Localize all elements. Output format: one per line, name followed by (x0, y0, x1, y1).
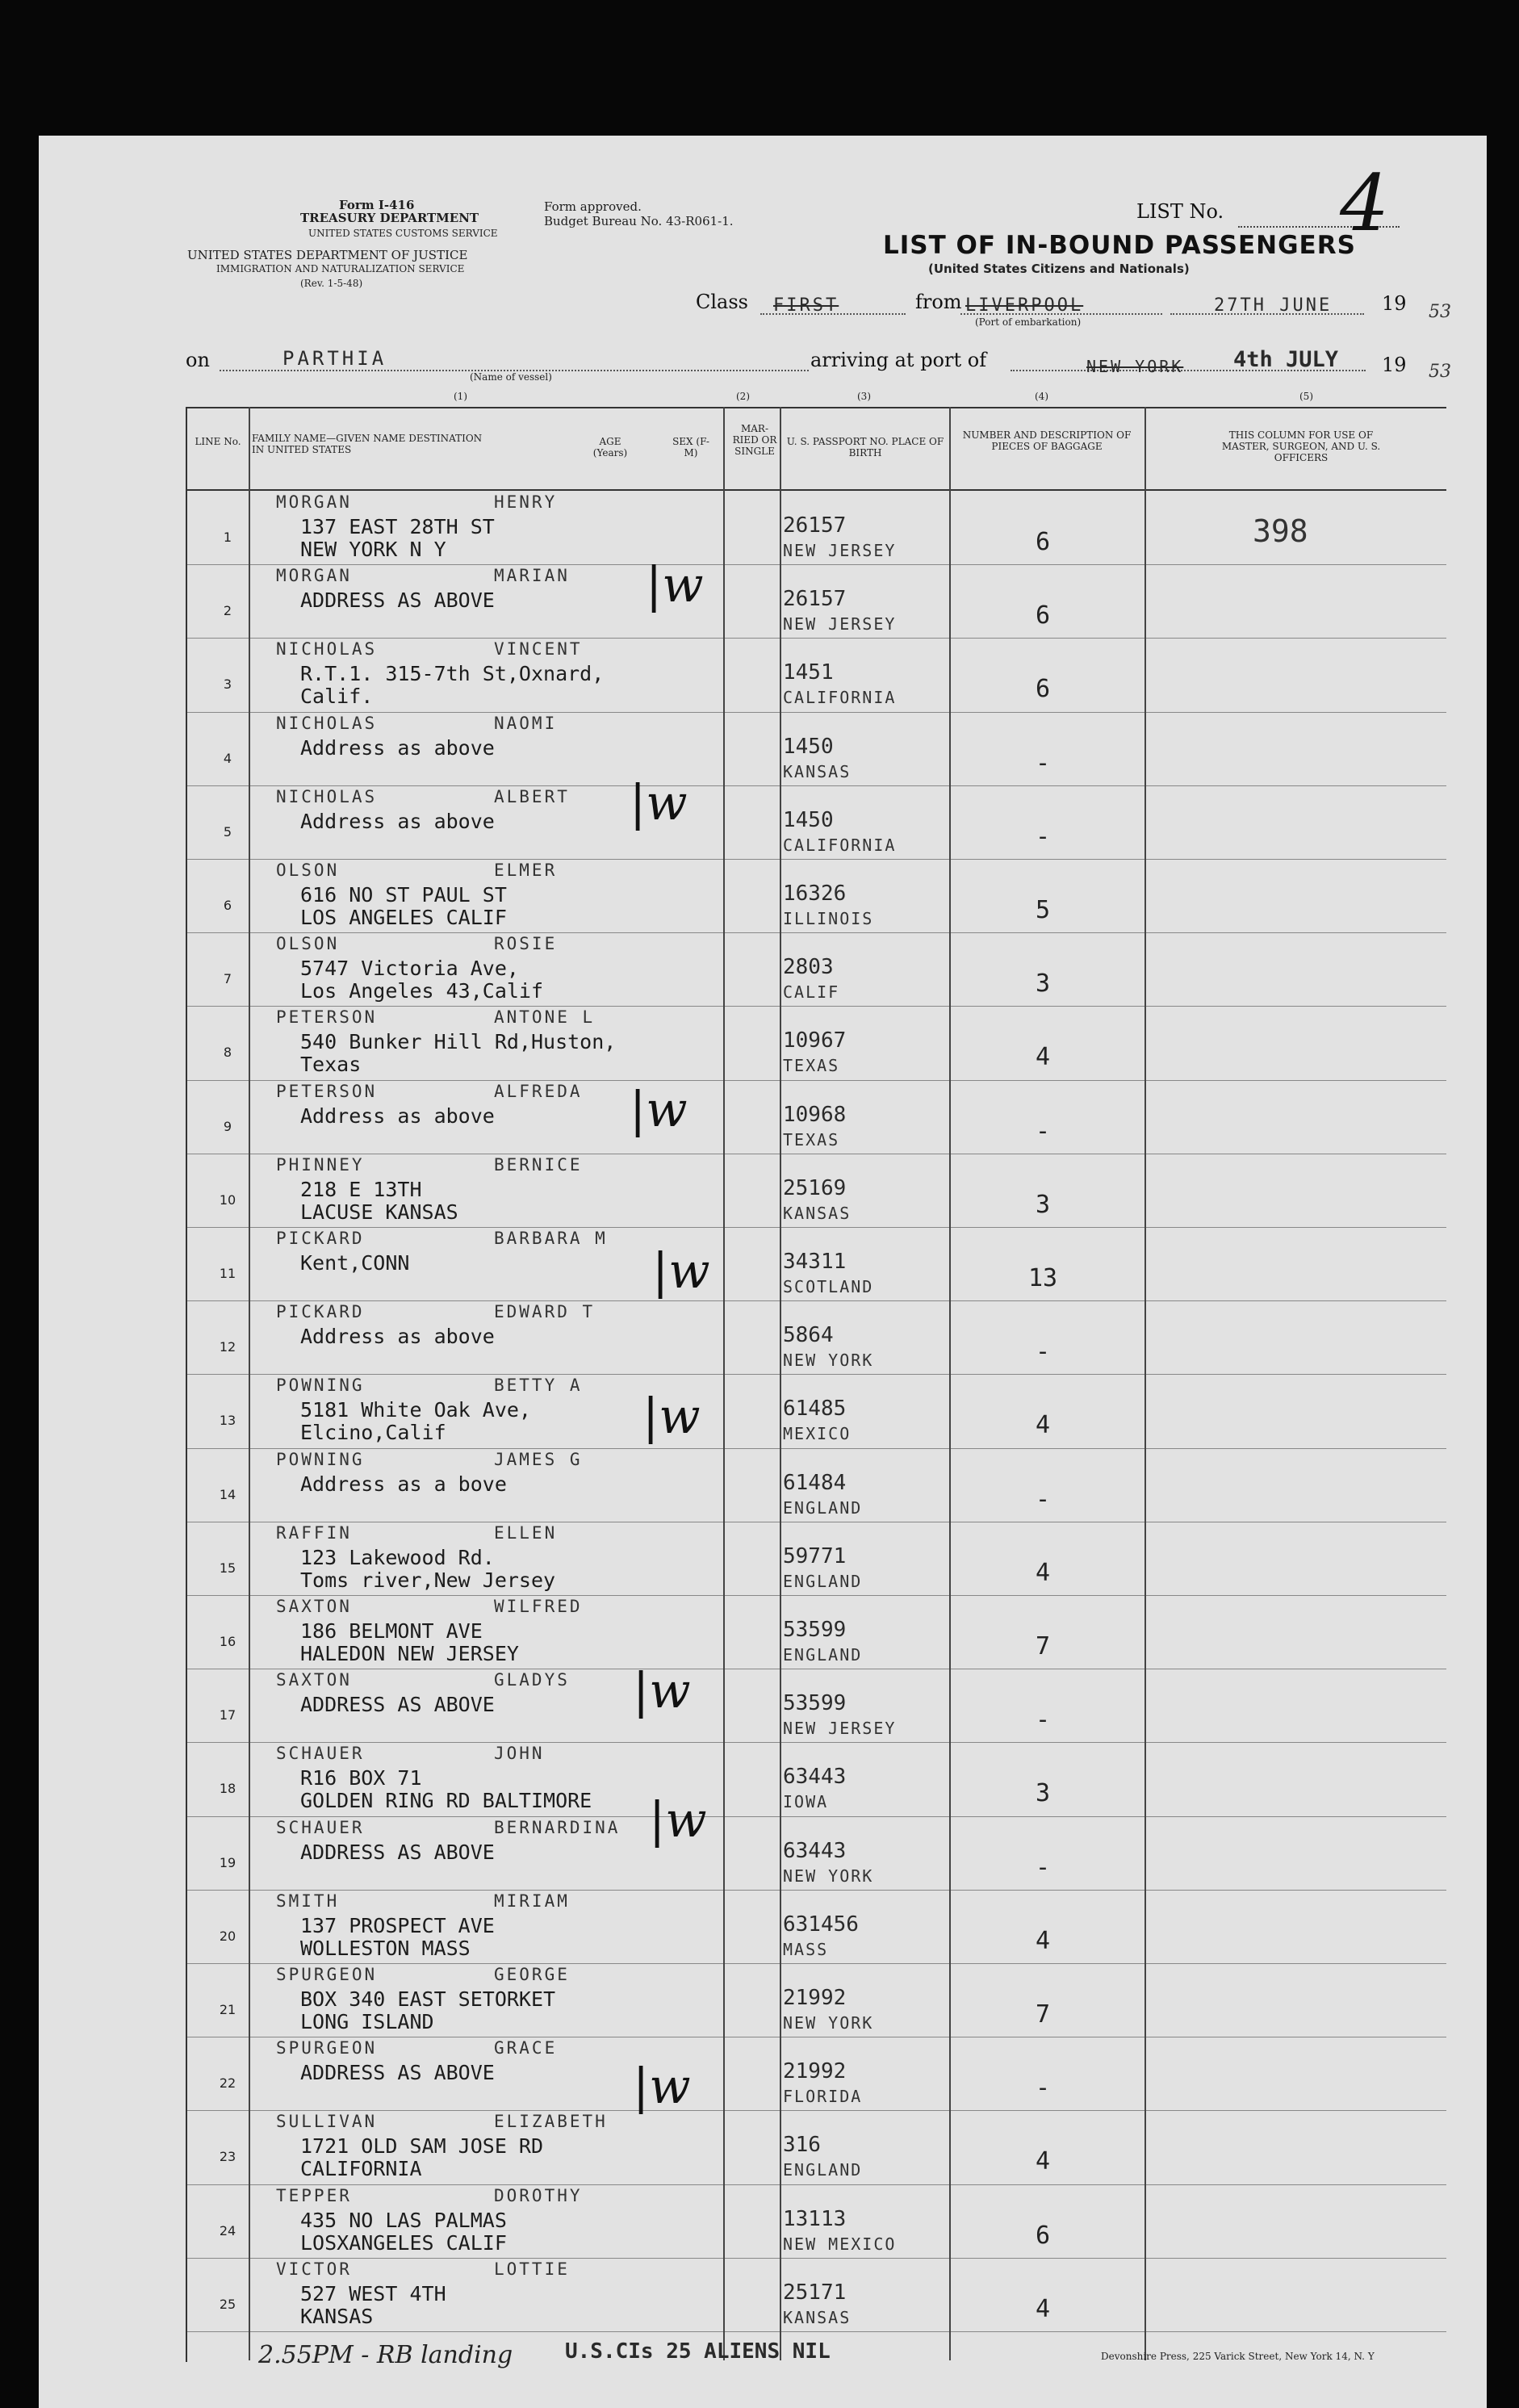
line-number: 13 (219, 1413, 236, 1429)
ins-service: IMMIGRATION AND NATURALIZATION SERVICE (216, 263, 465, 274)
passport-number: 13113 (783, 2206, 847, 2231)
place-of-birth: IOWA (783, 1792, 829, 1812)
given-name: GRACE (494, 2038, 558, 2058)
line-number: 24 (219, 2222, 236, 2238)
address-line-2: GOLDEN RING RD BALTIMORE (300, 1789, 592, 1813)
place-of-birth: KANSAS (783, 761, 852, 781)
col-divider (249, 407, 250, 2360)
passport-number: 26157 (783, 513, 847, 538)
address-line-2: KANSAS (300, 2304, 374, 2328)
depart-date: 27TH JUNE (1214, 295, 1333, 316)
address-line-1: 540 Bunker Hill Rd,Huston, (300, 1030, 617, 1054)
address-line-1: 5181 White Oak Ave, (300, 1398, 531, 1422)
place-of-birth: CALIF (783, 982, 840, 1003)
address-line-1: 5747 Victoria Ave, (300, 957, 519, 981)
baggage-count: 6 (1035, 2221, 1051, 2250)
page-title: LIST OF IN-BOUND PASSENGERS (883, 231, 1356, 260)
baggage-count: 3 (1035, 969, 1051, 999)
table-row (187, 712, 1446, 786)
given-name: BETTY A (494, 1376, 583, 1396)
line-number: 23 (219, 2149, 236, 2165)
given-name: JAMES G (494, 1449, 583, 1469)
address-line-1: BOX 340 EAST SETORKET (300, 1987, 556, 2011)
baggage-count: 4 (1035, 2147, 1051, 2176)
baggage-count: 4 (1035, 1411, 1051, 1440)
table-row (187, 1890, 1446, 1964)
line-number: 21 (219, 2002, 236, 2017)
passport-number: 2803 (783, 955, 834, 980)
given-name: ALFREDA (494, 1081, 583, 1101)
table-row (187, 1963, 1446, 2037)
line-number: 25 (219, 2296, 236, 2312)
passport-number: 1450 (783, 734, 834, 759)
address-line-1: R.T.1. 315-7th St,Oxnard, (300, 662, 605, 686)
passport-number: 16326 (783, 882, 847, 906)
place-of-birth: ENGLAND (783, 1497, 863, 1518)
family-name: PICKARD (276, 1229, 365, 1248)
table-row (187, 2037, 1446, 2111)
list-no-label: LIST No. (1136, 200, 1224, 223)
address-line-1: ADDRESS AS ABOVE (300, 588, 495, 613)
line-number: 2 (223, 603, 232, 619)
passport-number: 63443 (783, 1838, 847, 1863)
col-header-name: FAMILY NAME—GIVEN NAME DESTINATION IN UNITED STATES (252, 433, 483, 455)
passport-number: 1450 (783, 807, 834, 832)
table-row (187, 2110, 1446, 2184)
from-label: from (915, 291, 962, 313)
address-line-1: 137 PROSPECT AVE (300, 1913, 495, 1937)
place-of-birth: NEW JERSEY (783, 1719, 897, 1739)
page-subtitle: (United States Citizens and Nationals) (928, 262, 1190, 276)
passport-number: 26157 (783, 587, 847, 612)
family-name: SAXTON (276, 1670, 352, 1690)
table-row (187, 564, 1446, 639)
baggage-count: 4 (1035, 1558, 1051, 1587)
place-of-birth: ILLINOIS (783, 909, 874, 928)
given-name: ANTONE L (494, 1007, 596, 1028)
passport-number: 21992 (783, 2059, 847, 2084)
on-label: on (186, 349, 210, 371)
address-line-1: Address as above (300, 1103, 495, 1128)
address-line-2: Elcino,Calif (300, 1421, 446, 1445)
given-name: ELIZABETH (494, 2112, 608, 2132)
place-of-birth: NEW JERSEY (783, 541, 897, 560)
family-name: SPURGEON (276, 1965, 378, 1984)
table-row (187, 1816, 1446, 1891)
customs-service: UNITED STATES CUSTOMS SERVICE (308, 228, 498, 239)
given-name: MIRIAM (494, 1891, 570, 1911)
given-name: GEORGE (494, 1965, 570, 1984)
table-row (187, 1006, 1446, 1080)
baggage-count: 3 (1035, 1779, 1051, 1808)
address-line-1: ADDRESS AS ABOVE (300, 1840, 495, 1864)
place-of-birth: SCOTLAND (783, 1277, 874, 1296)
line-number: 19 (219, 1854, 236, 1870)
address-line-1: 123 Lakewood Rd. (300, 1545, 495, 1569)
baggage-count: - (1035, 748, 1051, 777)
inspector-check-mark: |w (649, 1792, 707, 1849)
address-line-2: HALEDON NEW JERSEY (300, 1642, 519, 1665)
line-number: 10 (219, 1191, 236, 1208)
line-number: 18 (219, 1781, 236, 1797)
passport-number: 63443 (783, 1765, 847, 1790)
family-name: NICHOLAS (276, 713, 378, 733)
class-value: FIRST (773, 295, 839, 316)
baggage-count: 13 (1027, 1264, 1058, 1292)
address-line-1: 186 BELMONT AVE (300, 1619, 483, 1643)
col-header-passport: U. S. PASSPORT NO. PLACE OF BIRTH (786, 436, 944, 459)
baggage-count: - (1035, 1485, 1051, 1514)
place-of-birth: TEXAS (783, 1129, 840, 1150)
place-of-birth: ENGLAND (783, 2160, 863, 2180)
arrival-port: NEW YORK (1086, 357, 1184, 376)
table-row (187, 932, 1446, 1007)
family-name: MORGAN (276, 492, 352, 512)
family-name: OLSON (276, 934, 340, 954)
place-of-birth: NEW MEXICO (783, 2234, 897, 2254)
col-header-baggage: NUMBER AND DESCRIPTION OF PIECES OF BAGGAGE (962, 429, 1132, 452)
baggage-count: - (1035, 2074, 1051, 2103)
line-number: 7 (223, 971, 232, 987)
given-name: BARBARA M (494, 1229, 608, 1248)
col-header-married: MAR-RIED OR SINGLE (732, 423, 777, 457)
handwritten-note: 2.55PM - RB landing (258, 2341, 513, 2369)
baggage-count: 6 (1035, 675, 1051, 704)
vessel-label: (Name of vessel) (470, 371, 552, 383)
address-line-1: ADDRESS AS ABOVE (300, 1693, 495, 1717)
table-row (187, 1080, 1446, 1154)
year-prefix: 19 (1382, 292, 1407, 315)
table-row (187, 638, 1446, 712)
passport-number: 53599 (783, 1618, 847, 1642)
col-header-age: AGE (Years) (592, 436, 628, 459)
year2-prefix: 19 (1382, 354, 1407, 376)
place-of-birth: MEXICO (783, 1424, 852, 1444)
col-divider (723, 407, 725, 2360)
passport-number: 25171 (783, 2280, 847, 2305)
address-line-2: CALIFORNIA (300, 2157, 422, 2181)
col-header-officers: THIS COLUMN FOR USE OF MASTER, SURGEON, AND U. S. OFFICERS (1221, 429, 1381, 463)
line-number: 8 (223, 1045, 232, 1061)
address-line-1: 218 E 13TH (300, 1177, 422, 1201)
given-name: VINCENT (494, 639, 583, 660)
place-of-birth: TEXAS (783, 1056, 840, 1076)
given-name: ELMER (494, 861, 558, 880)
summary-stamp: U.S.CIs 25 ALIENS NIL (565, 2339, 831, 2364)
place-of-birth: CALIFORNIA (783, 835, 897, 855)
col-number-2: (2) (736, 391, 750, 402)
inspector-check-mark: |w (652, 1243, 710, 1300)
col-number-5: (5) (1299, 391, 1313, 402)
table-row (187, 1742, 1446, 1816)
form-approved: Form approved. (544, 199, 642, 214)
address-line-1: Address as above (300, 809, 495, 833)
table-row (187, 1227, 1446, 1301)
table-row (187, 2258, 1446, 2332)
inspector-check-mark: |w (633, 2058, 691, 2115)
given-name: LOTTIE (494, 2259, 570, 2279)
address-line-2: LOS ANGELES CALIF (300, 906, 507, 929)
line-number: 17 (219, 1707, 236, 1723)
family-name: MORGAN (276, 566, 352, 586)
given-name: DOROTHY (494, 2185, 583, 2205)
address-line-1: 137 EAST 28TH ST (300, 515, 495, 538)
address-line-2: WOLLESTON MASS (300, 1936, 471, 1960)
baggage-count: 7 (1035, 2000, 1051, 2029)
col-number-3: (3) (857, 391, 871, 402)
family-name: SMITH (276, 1891, 340, 1911)
family-name: PETERSON (276, 1007, 378, 1028)
passport-number: 10968 (783, 1102, 847, 1127)
arrival-date: 4th JULY (1233, 347, 1339, 372)
printer-imprint: Devonshire Press, 225 Varick Street, New York 14, N. Y (1101, 2351, 1375, 2362)
line-number: 15 (219, 1560, 236, 1576)
family-name: PICKARD (276, 1302, 365, 1322)
line-number: 6 (223, 898, 232, 913)
place-of-birth: NEW JERSEY (783, 614, 897, 634)
line-number: 11 (219, 1266, 236, 1281)
family-name: RAFFIN (276, 1522, 352, 1543)
arriving-label: arriving at port of (810, 349, 987, 371)
passport-number: 59771 (783, 1543, 847, 1568)
given-name: ROSIE (494, 934, 558, 954)
place-of-birth: NEW YORK (783, 1866, 874, 1886)
address-line-2: Toms river,New Jersey (300, 1568, 556, 1592)
family-name: VICTOR (276, 2259, 352, 2279)
address-line-1: ADDRESS AS ABOVE (300, 2061, 495, 2085)
baggage-count: - (1035, 1116, 1051, 1145)
col-header-line: LINE No. (195, 436, 241, 447)
family-name: SPURGEON (276, 2038, 378, 2058)
col-number-4: (4) (1035, 391, 1048, 402)
inspector-check-mark: |w (630, 775, 688, 831)
line-number: 9 (223, 1118, 232, 1134)
address-line-1: Address as above (300, 735, 495, 760)
given-name: MARIAN (494, 566, 570, 586)
address-line-1: Address as above (300, 1325, 495, 1349)
table-row (187, 1448, 1446, 1522)
manifest-table (186, 407, 1446, 2362)
table-row (187, 1154, 1446, 1228)
passport-number: 316 (783, 2133, 821, 2158)
family-name: POWNING (276, 1449, 365, 1469)
place-of-birth: KANSAS (783, 2307, 852, 2327)
address-line-2: LACUSE KANSAS (300, 1200, 458, 1224)
passport-number: 21992 (783, 1986, 847, 2010)
line-number: 1 (223, 530, 232, 545)
baggage-count: 5 (1035, 896, 1051, 924)
table-row (187, 785, 1446, 860)
address-line-1: Kent,CONN (300, 1251, 410, 1275)
year-suffix: 53 (1429, 302, 1451, 322)
class-label: Class (696, 291, 748, 313)
line-number: 4 (223, 750, 232, 766)
vessel-name: PARTHIA (282, 347, 387, 370)
year2-suffix: 53 (1429, 362, 1451, 382)
address-line-1: 616 NO ST PAUL ST (300, 883, 507, 907)
passport-number: 25169 (783, 1175, 847, 1200)
baggage-count: - (1035, 1853, 1051, 1882)
given-name: ELLEN (494, 1522, 558, 1543)
officer-note: 398 (1253, 513, 1308, 549)
baggage-count: - (1035, 1706, 1051, 1735)
baggage-count: 6 (1035, 528, 1051, 556)
line-number: 20 (219, 1928, 236, 1944)
col-number-1: (1) (454, 391, 467, 402)
place-of-birth: NEW YORK (783, 2013, 874, 2033)
given-name: BERNICE (494, 1154, 583, 1175)
place-of-birth: KANSAS (783, 1203, 852, 1223)
family-name: POWNING (276, 1376, 365, 1396)
place-of-birth: NEW YORK (783, 1351, 874, 1371)
place-of-birth: FLORIDA (783, 2087, 863, 2107)
place-of-birth: ENGLAND (783, 1571, 863, 1591)
baggage-count: 4 (1035, 1926, 1051, 1955)
address-line-2: LOSXANGELES CALIF (300, 2230, 507, 2255)
justice-dept: UNITED STATES DEPARTMENT OF JUSTICE (187, 248, 468, 262)
line-number: 5 (223, 823, 232, 840)
table-row (187, 2184, 1446, 2259)
address-line-2: Los Angeles 43,Calif (300, 979, 544, 1003)
family-name: SCHAUER (276, 1744, 365, 1764)
address-line-2: LONG ISLAND (300, 2010, 434, 2033)
family-name: NICHOLAS (276, 639, 378, 660)
table-row (187, 1374, 1446, 1448)
family-name: NICHOLAS (276, 786, 378, 806)
family-name: TEPPER (276, 2185, 352, 2205)
address-line-1: R16 BOX 71 (300, 1766, 422, 1790)
table-row (187, 1522, 1446, 1596)
passport-number: 5864 (783, 1323, 834, 1348)
col-divider (949, 407, 951, 2360)
treasury-dept: TREASURY DEPARTMENT (300, 211, 479, 225)
line-number: 22 (219, 2075, 236, 2092)
place-of-birth: CALIFORNIA (783, 688, 897, 708)
passport-number: 34311 (783, 1250, 847, 1274)
line-number: 3 (223, 676, 232, 693)
col-divider (1144, 407, 1146, 2360)
passport-number: 61485 (783, 1397, 847, 1422)
family-name: SCHAUER (276, 1817, 365, 1837)
line-number: 12 (219, 1339, 236, 1355)
passport-number: 61484 (783, 1470, 847, 1495)
given-name: JOHN (494, 1744, 545, 1764)
col-divider (780, 407, 781, 2360)
address-line-1: 527 WEST 4TH (300, 2281, 446, 2305)
given-name: ALBERT (494, 786, 570, 806)
table-row (187, 1300, 1446, 1375)
address-line-2: Texas (300, 1053, 362, 1077)
baggage-count: - (1035, 822, 1051, 851)
given-name: BERNARDINA (494, 1817, 621, 1837)
address-line-1: 1721 OLD SAM JOSE RD (300, 2134, 544, 2159)
form-number: Form I-416 (339, 198, 415, 212)
table-row (187, 1595, 1446, 1669)
revision: (Rev. 1-5-48) (300, 278, 363, 289)
list-no-value: 4 (1340, 158, 1390, 249)
baggage-count: 7 (1035, 1632, 1051, 1660)
budget-bureau: Budget Bureau No. 43-R061-1. (544, 214, 734, 228)
inspector-check-mark: |w (630, 1082, 688, 1138)
passport-number: 631456 (783, 1912, 859, 1937)
address-line-1: Address as a bove (300, 1472, 507, 1496)
from-value: LIVERPOOL (965, 295, 1084, 316)
embark-label: (Port of embarkation) (975, 316, 1082, 328)
col-header-sex: SEX (F-M) (672, 436, 709, 459)
given-name: EDWARD T (494, 1302, 596, 1322)
passport-number: 10967 (783, 1028, 847, 1053)
given-name: WILFRED (494, 1597, 583, 1616)
table-row (187, 859, 1446, 933)
address-line-1: 435 NO LAS PALMAS (300, 2208, 507, 2232)
inspector-check-mark: |w (642, 1388, 701, 1445)
inspector-check-mark: |w (646, 557, 704, 614)
baggage-count: 3 (1035, 1190, 1051, 1219)
family-name: SULLIVAN (276, 2112, 378, 2132)
baggage-count: 4 (1035, 2294, 1051, 2323)
line-number: 14 (219, 1486, 236, 1502)
table-row (187, 1669, 1446, 1743)
family-name: SAXTON (276, 1597, 352, 1616)
given-name: GLADYS (494, 1670, 570, 1690)
given-name: NAOMI (494, 713, 558, 733)
family-name: PETERSON (276, 1081, 378, 1101)
place-of-birth: ENGLAND (783, 1645, 863, 1665)
inspector-check-mark: |w (633, 1663, 691, 1719)
baggage-count: 6 (1035, 601, 1051, 630)
baggage-count: - (1035, 1338, 1051, 1367)
line-number: 16 (219, 1634, 236, 1649)
family-name: PHINNEY (276, 1154, 365, 1175)
address-line-2: NEW YORK N Y (300, 538, 446, 561)
passport-number: 1451 (783, 660, 834, 685)
family-name: OLSON (276, 861, 340, 880)
address-line-2: Calif. (300, 685, 374, 709)
place-of-birth: MASS (783, 1939, 829, 1959)
given-name: HENRY (494, 492, 558, 512)
passport-number: 53599 (783, 1691, 847, 1716)
baggage-count: 4 (1035, 1043, 1051, 1072)
